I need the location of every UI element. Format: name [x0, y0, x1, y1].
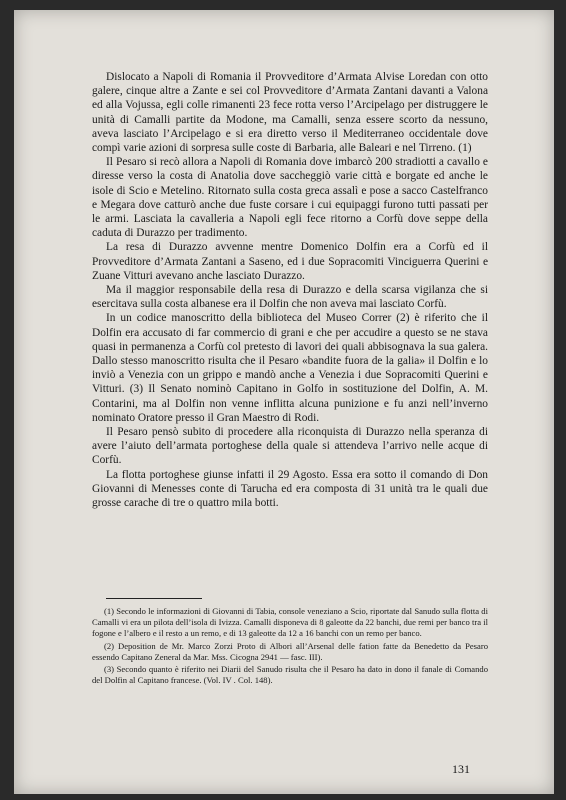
footnotes: [92, 606, 488, 687]
footnote: (2) Deposition de Mr. Marco Zorzi Proto di Albori all’Arsenal delle fation fatte da Benedetto da Pesaro essendo Capitano Zeneral da Mar. Mss. Cicogna 2941 — fasc. III).: [92, 640, 488, 662]
page-number: 131: [452, 762, 470, 776]
footnote-divider: [106, 598, 202, 599]
paragraph: Ma il maggior responsabile della resa di Durazzo e della scarsa vigilanza che si esercitava sulla costa albanese era il Dolfin che non aveva mai lasciato Corfù.: [92, 284, 488, 311]
footnote: (3) Secondo quanto è riferito nei Diarii del Sanudo risulta che il Pesaro ha dato in dono il fanale di Comando del Dolfin al Capitano francese. (Vol. IV . Col. 148).: [92, 664, 488, 686]
paragraph: Dislocato a Napoli di Romania il Provveditore d’Armata Alvise Loredan con otto galere, cinque altre a Zante e sei col Provveditore d’Armata Zantani davanti a Valona ed alla Vojussa, egli colle rimanenti 23 fece rotta verso l’Arcipelago per distruggere le unità di Camalli partite da Modone, ma Camalli, senza essere scorto da nessuno, aveva lasciato l’Arcipelago e si era diretto verso il Mediterraneo occidentale dove compì varie azioni di sorpresa sulle coste di Barbaria, alle Baleari e nel Tirreno. (1): [92, 71, 488, 155]
paragraph: La resa di Durazzo avvenne mentre Domenico Dolfin era a Corfù ed il Provveditore d’Armata Zantani a Saseno, ed i due Sopracomiti Vinciguerra Querini e Zuane Vitturi avevano anche lasciato Durazzo.: [92, 241, 488, 282]
paragraph: La flotta portoghese giunse infatti il 29 Agosto. Essa era sotto il comando di Don Giovanni di Menesses conte di Tarucha ed era composta di 31 unità tra le quali due grosse carache di tre o quattro mila botti.: [92, 468, 488, 510]
book-page: [14, 10, 554, 794]
paragraph: Il Pesaro si recò allora a Napoli di Romania dove imbarcò 200 stradiotti a cavallo e diresse verso la costa di Anatolia dove saccheggiò varie città e borgate ed anche le isole di Scio e Metelino. Ritornato sulla costa greca assalì e pose a sacco Castelfranco e Megara dove catturò anche due fuste corsare i cui equipaggi furono tutti passati per le armi. Lasciata la cavalleria a Napoli egli fece ritorno a Corfù dove seppe della caduta di Durazzo per tradimento.: [92, 156, 488, 240]
paragraph: Il Pesaro pensò subito di procedere alla riconquista di Durazzo nella speranza di avere l’aiuto dell’armata portoghese della quale si attendeva l’arrivo nelle acque di Corfù.: [92, 426, 488, 467]
footnote: (1) Secondo le informazioni di Giovanni di Tabia, console veneziano a Scio, riportate dal Sanudo sulla flotta di Camalli vi era un pilota dell’isola di Ivizza. Camalli disponeva di 8 galeotte da 22 banchi, due remi per banco tra il fogone e l’albero e il resto a un remo, e di 13 galeotte da 12 a 16 banchi con un remo per banco.: [92, 606, 488, 639]
paragraph: In un codice manoscritto della biblioteca del Museo Correr (2) è riferito che il Dolfin era accusato di far commercio di grani e che per accudire a questo se ne stava quasi in permanenza a Corfù col pretesto di lavori dei quali abbisognava la sua galera. Dallo stesso manoscritto risulta che il Pesaro «bandite fuora de la galia» il Dolfin e lo inviò a Venezia con un grippo e mandò anche a Venezia i due Sopracomiti Querini e Vitturi. (3) Il Senato nominò Capitano in Golfo in sostituzione del Dolfin, A. M. Contarini, ma al Dolfin non venne inflitta alcuna punizione e fu anzi nell’inverno nominato Oratore presso il Gran Maestro di Rodi.: [92, 312, 488, 424]
main-text: [92, 70, 488, 510]
